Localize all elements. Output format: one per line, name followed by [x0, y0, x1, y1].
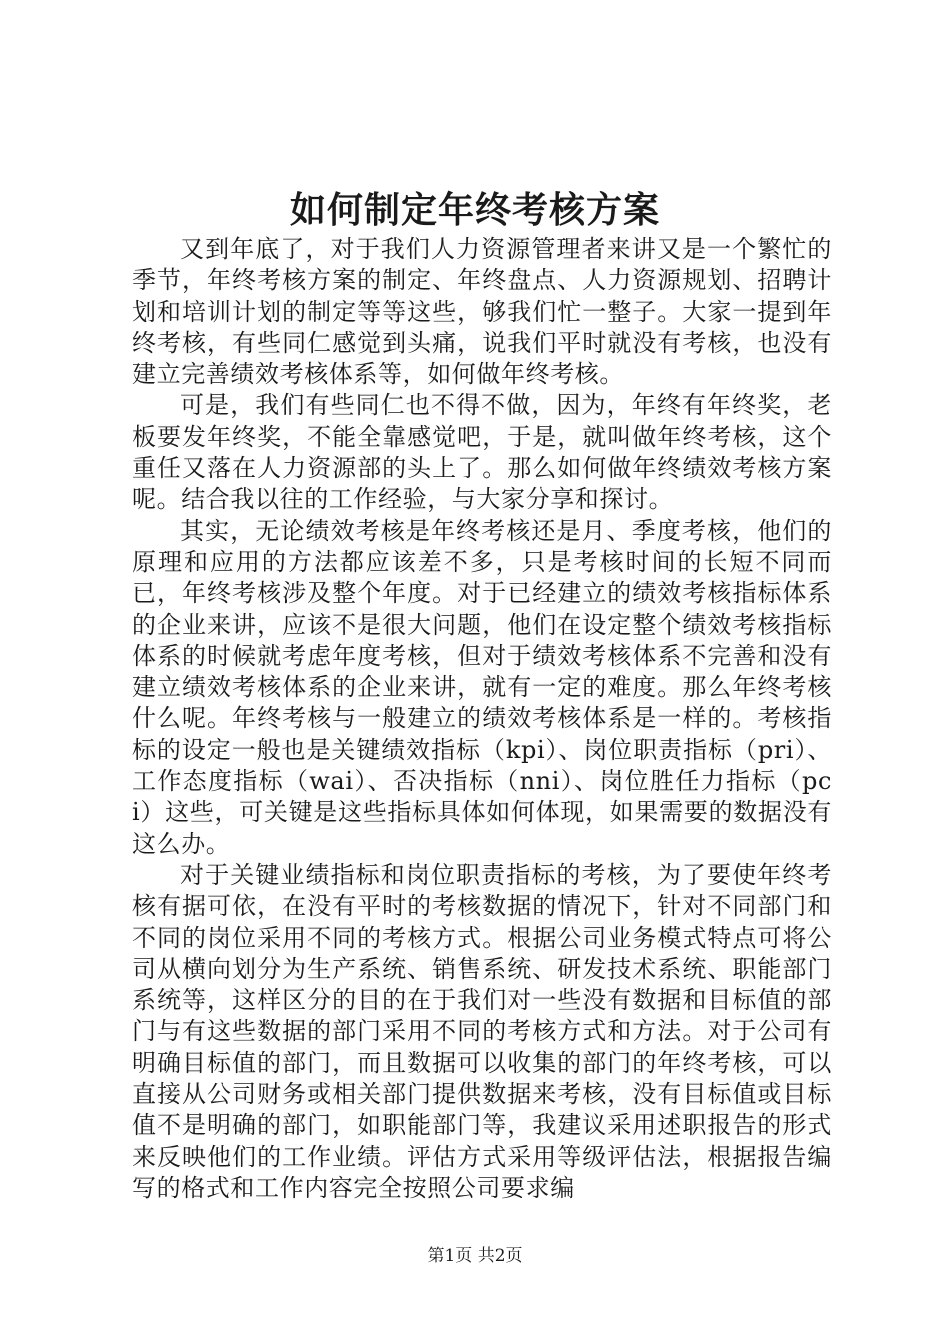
document-body — [132, 234, 832, 1204]
body-paragraph: 又到年底了，对于我们人力资源管理者来讲又是一个繁忙的季节，年终考核方案的制定、年终盘点、人力资源规划、招聘计划和培训计划的制定等等这些，够我们忙一整子。大家一提到年终考核，有些同仁感觉到头痛，说我们平时就没有考核，也没有建立完善绩效考核体系等，如何做年终考核。 — [132, 235, 832, 389]
body-paragraph: 对于关键业绩指标和岗位职责指标的考核，为了要使年终考核有据可依，在没有平时的考核数据的情况下，针对不同部门和不同的岗位采用不同的考核方式。根据公司业务模式特点可将公司从横向划分为生产系统、销售系统、研发技术系统、职能部门系统等，这样区分的目的在于我们对一些没有数据和目标值的部门与有这些数据的部门采用不同的考核方式和方法。对于公司有明确目标值的部门，而且数据可以收集的部门的年终考核，可以直接从公司财务或相关部门提供数据来考核，没有目标值或目标值不是明确的部门，如职能部门等，我建议采用述职报告的形式来反映他们的工作业绩。评估方式采用等级评估法，根据报告编写的格式和工作内容完全按照公司要求编 — [132, 860, 832, 1202]
body-paragraph: 可是，我们有些同仁也不得不做，因为，年终有年终奖，老板要发年终奖，不能全靠感觉吧，于是，就叫做年终考核，这个重任又落在人力资源部的头上了。那么如何做年终绩效考核方案呢。结合我以往的工作经验，与大家分享和探讨。 — [132, 391, 832, 514]
page-title: 如何制定年终考核方案 — [289, 189, 660, 231]
page-footer — [0, 1244, 950, 1268]
page-number: 第1页 共2页 — [427, 1246, 523, 1266]
body-paragraph: 其实，无论绩效考核是年终考核还是月、季度考核，他们的原理和应用的方法都应该差不多，只是考核时间的长短不同而已，年终考核涉及整个年度。对于已经建立的绩效考核指标体系的企业来讲，应该不是很大问题，他们在设定整个绩效考核指标体系的时候就考虑年度考核，但对于绩效考核体系不完善和没有建立绩效考核体系的企业来讲，就有一定的难度。那么年终考核什么呢。年终考核与一般建立的绩效考核体系是一样的。考核指标的设定一般也是关键绩效指标（kpi）、岗位职责指标（pri）、工作态度指标（wai）、否决指标（nni）、岗位胜任力指标（pci）这些，可关键是这些指标具体如何体现，如果需要的数据没有这么办。 — [132, 516, 832, 858]
